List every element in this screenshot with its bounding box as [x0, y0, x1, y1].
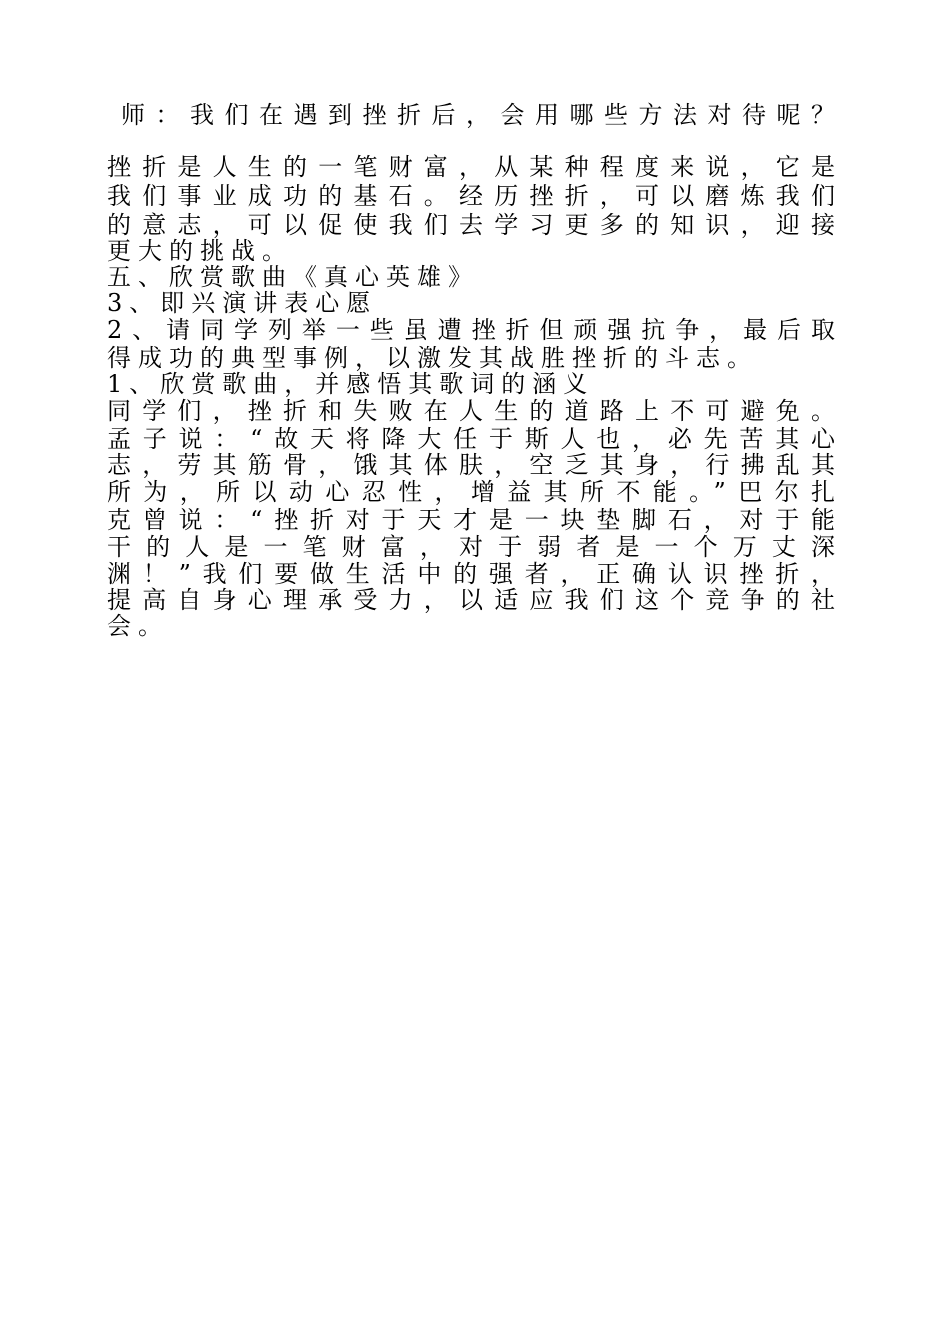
- paragraph-line: 的意志，可以促使我们去学习更多的知识，迎接: [107, 211, 835, 239]
- paragraph-line: 同学们，挫折和失败在人生的道路上不可避免。: [107, 397, 835, 425]
- paragraph-line: 更大的挑战。: [107, 237, 293, 265]
- teacher-question-line: 师：我们在遇到挫折后，会用哪些方法对待呢？: [121, 101, 835, 129]
- paragraph-line: 志，劳其筋骨，饿其体肤，空乏其身，行拂乱其: [107, 451, 835, 479]
- list-item: 2、请同学列举一些虽遭挫折但顽强抗争，最后取: [107, 316, 835, 344]
- section-heading: 五、欣赏歌曲《真心英雄》: [107, 263, 479, 291]
- paragraph-line: 渊！”我们要做生活中的强者，正确认识挫折，: [107, 560, 835, 588]
- paragraph-line: 干的人是一笔财富，对于弱者是一个万丈深: [107, 533, 835, 561]
- paragraph-line: 克曾说：“挫折对于天才是一块垫脚石，对于能: [107, 506, 835, 534]
- paragraph-line: 会。: [107, 612, 169, 640]
- list-item: 3、即兴演讲表心愿: [107, 289, 378, 317]
- paragraph-line: 挫折是人生的一笔财富，从某种程度来说，它是: [107, 153, 835, 181]
- list-item: 1、欣赏歌曲，并感悟其歌词的涵义: [107, 370, 595, 398]
- paragraph-line: 提高自身心理承受力，以适应我们这个竞争的社: [107, 586, 835, 614]
- paragraph-line: 孟子说：“故天将降大任于斯人也，必先苦其心: [107, 425, 835, 453]
- paragraph-line: 所为，所以动心忍性，增益其所不能。”巴尔扎: [107, 478, 835, 506]
- paragraph-line: 我们事业成功的基石。经历挫折，可以磨炼我们: [107, 182, 835, 210]
- list-item-continuation: 得成功的典型事例，以激发其战胜挫折的斗志。: [107, 344, 758, 372]
